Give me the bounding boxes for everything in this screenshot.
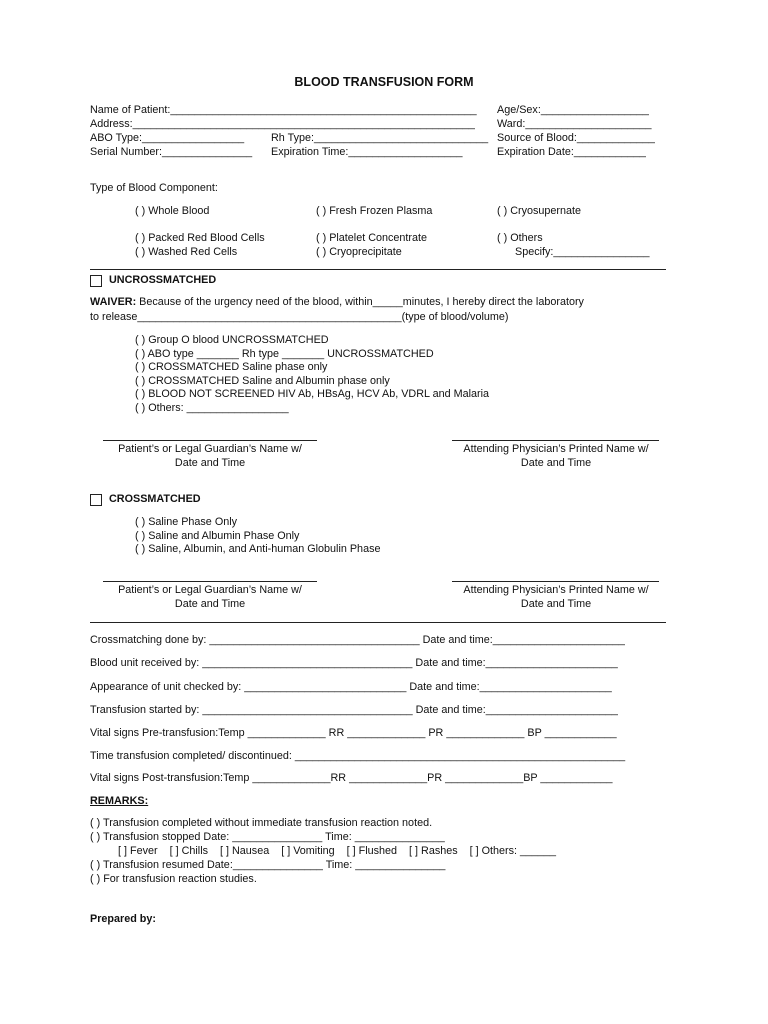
cross-option[interactable]: ( ) Saline, Albumin, and Anti-human Globulin Phase [135, 543, 381, 555]
waiver-label: WAIVER: [90, 296, 137, 308]
uncross-option[interactable]: ( ) ABO type _______ Rh type _______ UNCROSSMATCHED [135, 348, 434, 360]
remark-stopped[interactable]: ( ) Transfusion stopped Date: _______________ Time: _______________ [90, 831, 445, 843]
crossmatched-checkbox[interactable] [90, 494, 102, 506]
crossmatched-label: CROSSMATCHED [109, 493, 201, 505]
cross-option[interactable]: ( ) Saline Phase Only [135, 516, 238, 528]
waiver-text [90, 296, 584, 309]
uncross-option[interactable]: ( ) CROSSMATCHED Saline and Albumin phase only [135, 375, 390, 387]
expiration-time-field[interactable]: Expiration Time:___________________ [271, 146, 463, 158]
ward-field[interactable]: Ward:_____________________ [497, 118, 652, 130]
option-packed-rbc[interactable]: ( ) Packed Red Blood Cells [135, 232, 265, 244]
time-completed-field[interactable]: Time transfusion completed/ discontinued: _______________________________________________________ [90, 750, 626, 762]
physician-signature-label: Attending Physician’s Printed Name w/ [463, 584, 649, 596]
uncross-option[interactable]: ( ) Group O blood UNCROSSMATCHED [135, 334, 329, 346]
divider [90, 622, 666, 623]
patient-signature-label: Patient’s or Legal Guardian’s Name w/ [118, 584, 302, 596]
physician-signature-label: Attending Physician’s Printed Name w/ [463, 443, 649, 455]
component-label: Type of Blood Component: [90, 182, 218, 194]
expiration-date-field[interactable]: Expiration Date:____________ [497, 146, 646, 158]
physician-signature-date: Date and Time [520, 598, 592, 610]
uncrossmatched-label: UNCROSSMATCHED [109, 274, 217, 286]
patient-signature-label: Patient’s or Legal Guardian’s Name w/ [118, 443, 302, 455]
patient-signature-date: Date and Time [174, 457, 246, 469]
serial-number-field[interactable]: Serial Number:_______________ [90, 146, 253, 158]
option-cryosupernate[interactable]: ( ) Cryosupernate [497, 205, 582, 217]
prepared-by-label: Prepared by: [90, 913, 157, 925]
age-sex-field[interactable]: Age/Sex:__________________ [497, 104, 649, 116]
option-whole-blood[interactable]: ( ) Whole Blood [135, 205, 210, 217]
option-cryoprecipitate[interactable]: ( ) Cryoprecipitate [316, 246, 402, 258]
divider [90, 269, 666, 270]
specify-field[interactable]: Specify:________________ [515, 246, 650, 258]
patient-signature-line[interactable] [103, 581, 317, 582]
transfusion-started-field[interactable]: Transfusion started by: ___________________________________ Date and time:______________________ [90, 704, 618, 716]
vitals-pre-field[interactable]: Vital signs Pre-transfusion:Temp _____________ RR _____________ PR _____________ BP ____________ [90, 727, 617, 739]
uncross-option[interactable]: ( ) BLOOD NOT SCREENED HIV Ab, HBsAg, HCV Ab, VDRL and Malaria [135, 388, 490, 400]
address-field[interactable]: Address:_________________________________________________________ [90, 118, 475, 130]
remark-completed[interactable]: ( ) Transfusion completed without immediate transfusion reaction noted. [90, 817, 433, 829]
reaction-symptoms[interactable]: [ ] Fever [ ] Chills [ ] Nausea [ ] Vomiting [ ] Flushed [ ] Rashes [ ] Others: ______ [118, 845, 557, 857]
option-platelet[interactable]: ( ) Platelet Concentrate [316, 232, 428, 244]
patient-signature-date: Date and Time [174, 598, 246, 610]
remark-reaction-studies[interactable]: ( ) For transfusion reaction studies. [90, 873, 257, 885]
crossmatching-done-by-field[interactable]: Crossmatching done by: ___________________________________ Date and time:______________________ [90, 634, 625, 646]
uncross-option[interactable]: ( ) Others: _________________ [135, 402, 289, 414]
physician-signature-date: Date and Time [520, 457, 592, 469]
physician-signature-line[interactable] [452, 581, 659, 582]
abo-type-field[interactable]: ABO Type:_________________ [90, 132, 245, 144]
vitals-post-field[interactable]: Vital signs Post-transfusion:Temp _____________RR _____________PR _____________BP ____________ [90, 772, 613, 784]
patient-name-field[interactable]: Name of Patient:___________________________________________________ [90, 104, 477, 116]
physician-signature-line[interactable] [452, 440, 659, 441]
appearance-checked-field[interactable]: Appearance of unit checked by: ___________________________ Date and time:______________________ [90, 681, 612, 693]
source-of-blood-field[interactable]: Source of Blood:_____________ [497, 132, 655, 144]
waiver-line1: Because of the urgency need of the blood, within_____minutes, I hereby direct the laboratory [136, 296, 584, 308]
remark-resumed[interactable]: ( ) Transfusion resumed Date:_______________ Time: _______________ [90, 859, 446, 871]
form-title: BLOOD TRANSFUSION FORM [294, 75, 474, 89]
blood-unit-received-field[interactable]: Blood unit received by: ___________________________________ Date and time:______________________ [90, 657, 618, 669]
option-washed-rbc[interactable]: ( ) Washed Red Cells [135, 246, 238, 258]
uncrossmatched-checkbox[interactable] [90, 275, 102, 287]
cross-option[interactable]: ( ) Saline and Albumin Phase Only [135, 530, 300, 542]
remarks-label: REMARKS: [90, 795, 149, 807]
option-fresh-frozen-plasma[interactable]: ( ) Fresh Frozen Plasma [316, 205, 433, 217]
option-others[interactable]: ( ) Others [497, 232, 543, 244]
uncross-option[interactable]: ( ) CROSSMATCHED Saline phase only [135, 361, 328, 373]
rh-type-field[interactable]: Rh Type:_____________________________ [271, 132, 489, 144]
waiver-release-field[interactable]: to release____________________________________________(type of blood/volume) [90, 311, 509, 323]
patient-signature-line[interactable] [103, 440, 317, 441]
